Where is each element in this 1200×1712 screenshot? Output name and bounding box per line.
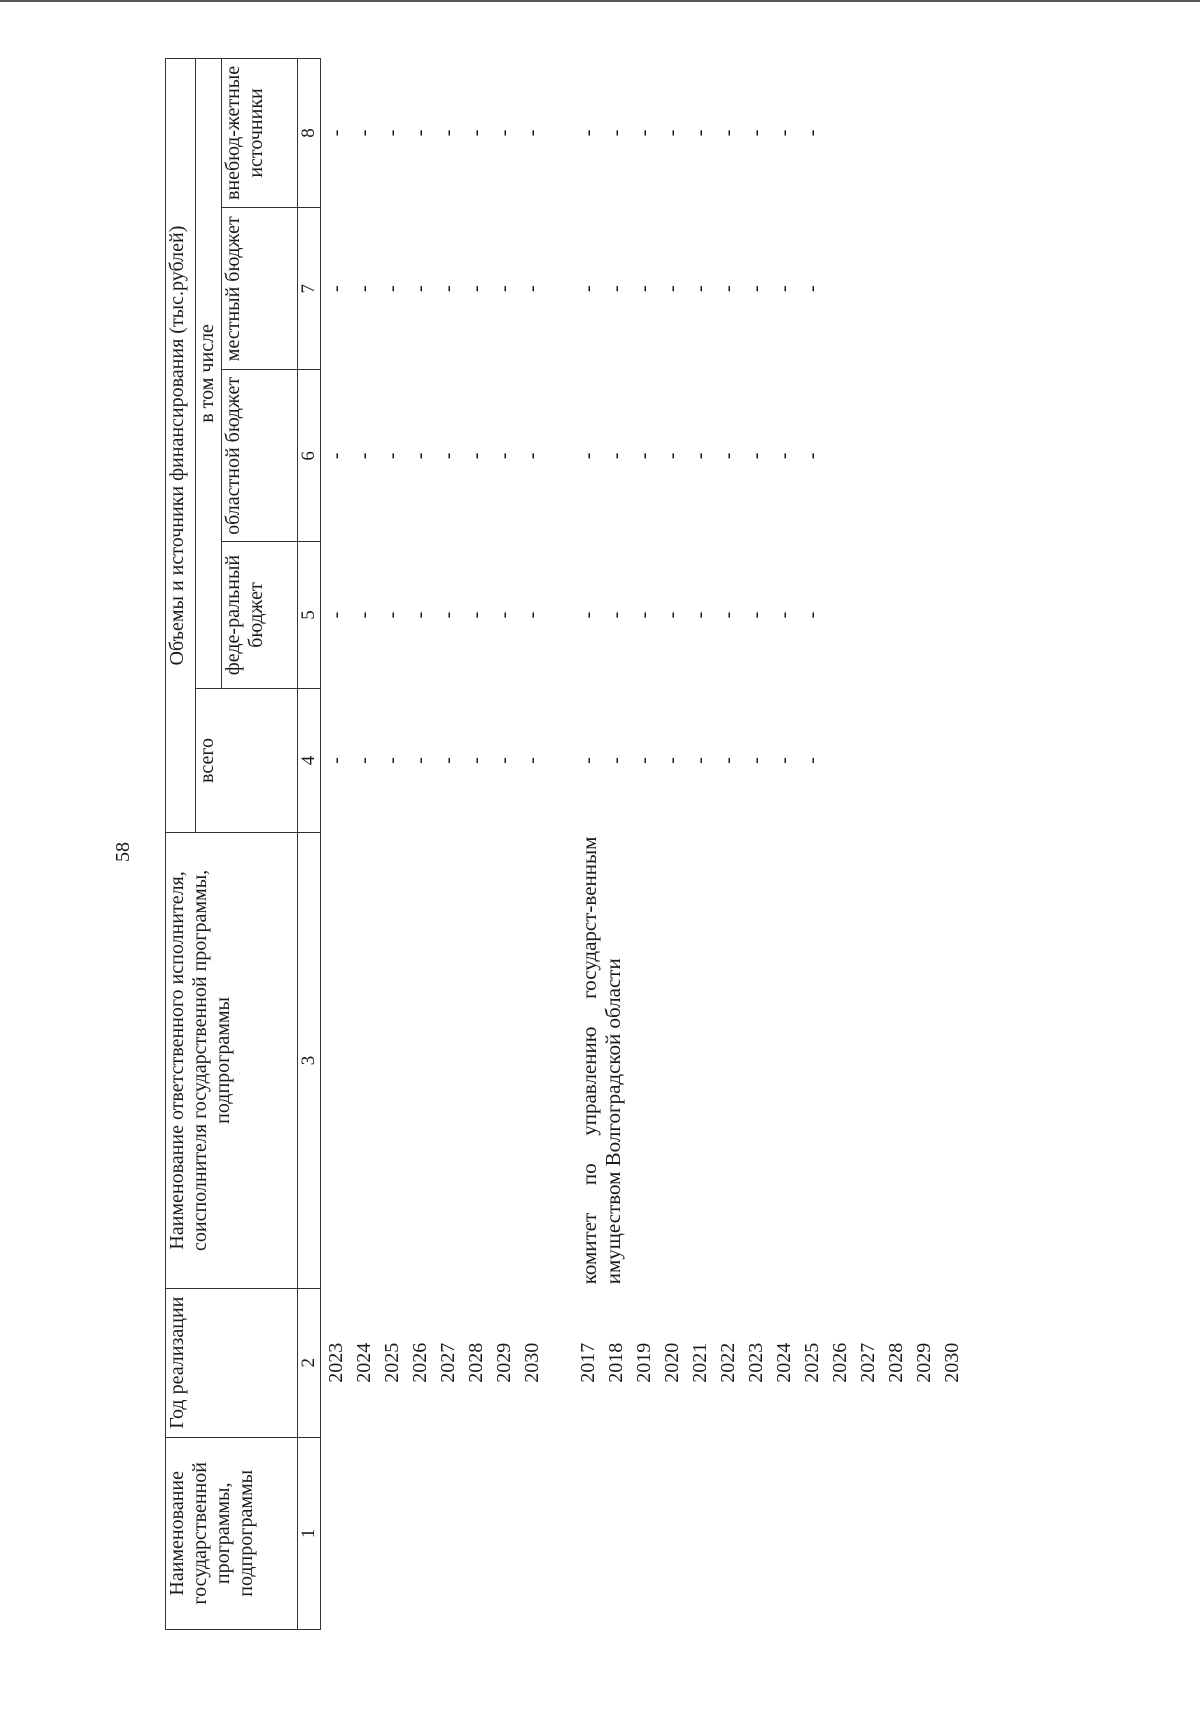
scan-edge [0, 0, 1200, 2]
value-cell: - [717, 285, 739, 293]
header-funding-group: Объемы и источники финансирования (тыс.рублей) [166, 59, 196, 833]
program-name-cell [409, 1437, 437, 1629]
value-cell: - [521, 611, 543, 619]
executor-cell [325, 833, 549, 1289]
value-cell: - [577, 611, 599, 619]
value-cell: - [353, 452, 375, 460]
column-number: 3 [298, 833, 321, 1289]
value-cell: - [661, 611, 683, 619]
value-cell: - [325, 611, 347, 619]
value-cell: - [633, 452, 655, 460]
header-local: местный бюджет [222, 207, 298, 370]
value-cell: - [773, 757, 795, 764]
value-cell: - [409, 285, 431, 293]
year-cell: 2025 [801, 1342, 823, 1383]
value-cell [941, 688, 969, 832]
value-cell: - [577, 285, 599, 293]
year-cell: 2027 [437, 1342, 459, 1383]
year-cell: 2023 [745, 1342, 767, 1383]
header-including: в том числе [196, 59, 222, 689]
value-cell: - [745, 285, 767, 293]
column-number: 1 [298, 1437, 321, 1629]
program-name-cell [717, 1437, 745, 1629]
program-name-cell [885, 1437, 913, 1629]
year-cell: 2024 [773, 1342, 795, 1383]
year-cell: 2028 [885, 1342, 907, 1383]
value-cell: - [661, 452, 683, 460]
value-cell: - [661, 129, 683, 137]
year-cell: 2021 [689, 1342, 711, 1383]
year-cell: 2019 [633, 1342, 655, 1383]
value-cell: - [773, 285, 795, 293]
value-cell: - [325, 285, 347, 293]
value-cell: - [689, 452, 711, 460]
header-total: всего [196, 688, 298, 832]
value-cell [857, 59, 885, 208]
year-cell: 2024 [353, 1342, 375, 1383]
value-cell: - [325, 757, 347, 764]
column-number: 5 [298, 542, 321, 689]
value-cell [885, 59, 913, 208]
value-cell: - [437, 452, 459, 460]
header-program-name: Наименование государственной программы, подпрограммы [166, 1437, 298, 1629]
value-cell [913, 207, 941, 370]
value-cell: - [717, 611, 739, 619]
value-cell: - [409, 129, 431, 137]
year-cell: 2020 [661, 1342, 683, 1383]
value-cell [857, 370, 885, 542]
value-cell: - [325, 129, 347, 137]
table-row [577, 59, 605, 1630]
value-cell: - [577, 452, 599, 460]
value-cell: - [353, 611, 375, 619]
value-cell: - [745, 129, 767, 137]
value-cell: - [605, 129, 627, 137]
executor-cell: комитет по управлению государст-венным имуществом Волгоградской области [577, 836, 626, 1285]
value-cell: - [353, 757, 375, 764]
value-cell: - [605, 757, 627, 764]
value-cell: - [465, 129, 487, 137]
program-name-cell [381, 1437, 409, 1629]
page-number: 58 [112, 842, 134, 862]
column-number: 4 [298, 688, 321, 832]
value-cell [913, 370, 941, 542]
value-cell [885, 542, 913, 689]
value-cell: - [689, 611, 711, 619]
value-cell: - [745, 757, 767, 764]
value-cell: - [409, 757, 431, 764]
value-cell: - [437, 611, 459, 619]
value-cell: - [689, 285, 711, 293]
value-cell [829, 370, 857, 542]
value-cell: - [689, 757, 711, 764]
program-name-cell [857, 1437, 885, 1629]
year-cell: 2028 [465, 1342, 487, 1383]
program-name-cell [941, 1437, 969, 1629]
header-extrabudgetary: внебюд-жетные источники [222, 59, 298, 208]
value-cell: - [493, 452, 515, 460]
value-cell: - [773, 129, 795, 137]
value-cell: - [577, 757, 599, 764]
value-cell [829, 207, 857, 370]
value-cell: - [577, 129, 599, 137]
value-cell [913, 688, 941, 832]
value-cell: - [521, 757, 543, 764]
year-cell: 2029 [913, 1342, 935, 1383]
value-cell: - [661, 757, 683, 764]
value-cell: - [801, 129, 823, 137]
value-cell [829, 542, 857, 689]
year-cell: 2030 [521, 1342, 543, 1383]
value-cell: - [493, 757, 515, 764]
value-cell [829, 59, 857, 208]
year-cell: 2026 [829, 1342, 851, 1383]
value-cell: - [493, 611, 515, 619]
value-cell: - [633, 757, 655, 764]
block2-rows [577, 59, 969, 1630]
value-cell: - [605, 611, 627, 619]
value-cell [913, 59, 941, 208]
value-cell: - [381, 285, 403, 293]
program-name-cell [801, 1437, 829, 1629]
value-cell: - [437, 129, 459, 137]
program-name-cell [605, 1437, 633, 1629]
year-cell: 2026 [409, 1342, 431, 1383]
header-federal: феде-ральный бюджет [222, 542, 298, 689]
value-cell: - [521, 285, 543, 293]
program-name-cell [325, 1437, 353, 1629]
program-name-cell [577, 1437, 605, 1629]
year-cell: 2018 [605, 1342, 627, 1383]
value-cell: - [521, 129, 543, 137]
program-name-cell [465, 1437, 493, 1629]
value-cell: - [493, 129, 515, 137]
program-name-cell [437, 1437, 465, 1629]
value-cell [885, 370, 913, 542]
value-cell [941, 207, 969, 370]
value-cell: - [465, 452, 487, 460]
column-number: 8 [298, 59, 321, 208]
value-cell [829, 688, 857, 832]
program-name-cell [913, 1437, 941, 1629]
value-cell: - [353, 285, 375, 293]
funding-table [165, 58, 969, 1630]
program-name-cell [493, 1437, 521, 1629]
year-cell: 2025 [381, 1342, 403, 1383]
year-cell: 2027 [857, 1342, 879, 1383]
program-name-cell [829, 1437, 857, 1629]
value-cell [857, 207, 885, 370]
header-year: Год реализации [166, 1288, 298, 1437]
program-name-cell [689, 1437, 717, 1629]
value-cell [857, 688, 885, 832]
value-cell: - [409, 611, 431, 619]
value-cell: - [465, 285, 487, 293]
program-name-cell [745, 1437, 773, 1629]
value-cell: - [521, 452, 543, 460]
value-cell: - [465, 611, 487, 619]
value-cell [941, 542, 969, 689]
value-cell: - [633, 611, 655, 619]
value-cell: - [745, 611, 767, 619]
value-cell: - [689, 129, 711, 137]
value-cell: - [381, 611, 403, 619]
program-name-cell [633, 1437, 661, 1629]
value-cell: - [773, 452, 795, 460]
column-number: 6 [298, 370, 321, 542]
year-cell: 2030 [941, 1342, 963, 1383]
value-cell: - [717, 129, 739, 137]
year-cell: 2022 [717, 1342, 739, 1383]
value-cell: - [633, 285, 655, 293]
value-cell: - [605, 285, 627, 293]
value-cell: - [633, 129, 655, 137]
value-cell: - [437, 285, 459, 293]
program-name-cell [353, 1437, 381, 1629]
value-cell [857, 542, 885, 689]
value-cell: - [409, 452, 431, 460]
value-cell: - [381, 129, 403, 137]
header-executor: Наименование ответственного исполнителя, соисполнителя государственной программы, подпрограммы [166, 833, 298, 1289]
column-number: 2 [298, 1288, 321, 1437]
value-cell: - [381, 757, 403, 764]
block1-rows [325, 59, 549, 1630]
value-cell: - [325, 452, 347, 460]
year-cell: 2017 [577, 1342, 599, 1383]
year-cell: 2023 [325, 1342, 347, 1383]
value-cell: - [801, 757, 823, 764]
value-cell: - [773, 611, 795, 619]
value-cell: - [437, 757, 459, 764]
table-row [325, 59, 353, 1630]
column-number: 7 [298, 207, 321, 370]
program-name-cell [661, 1437, 689, 1629]
value-cell [885, 207, 913, 370]
value-cell: - [745, 452, 767, 460]
value-cell [941, 59, 969, 208]
year-cell: 2029 [493, 1342, 515, 1383]
value-cell: - [801, 285, 823, 293]
value-cell [885, 688, 913, 832]
value-cell: - [381, 452, 403, 460]
value-cell: - [801, 452, 823, 460]
value-cell: - [493, 285, 515, 293]
value-cell [941, 370, 969, 542]
program-name-cell [521, 1437, 549, 1629]
value-cell: - [661, 285, 683, 293]
value-cell: - [717, 452, 739, 460]
value-cell: - [353, 129, 375, 137]
header-regional: областной бюджет [222, 370, 298, 542]
value-cell [913, 542, 941, 689]
value-cell: - [465, 757, 487, 764]
value-cell: - [717, 757, 739, 764]
value-cell: - [605, 452, 627, 460]
program-name-cell [773, 1437, 801, 1629]
value-cell: - [801, 611, 823, 619]
